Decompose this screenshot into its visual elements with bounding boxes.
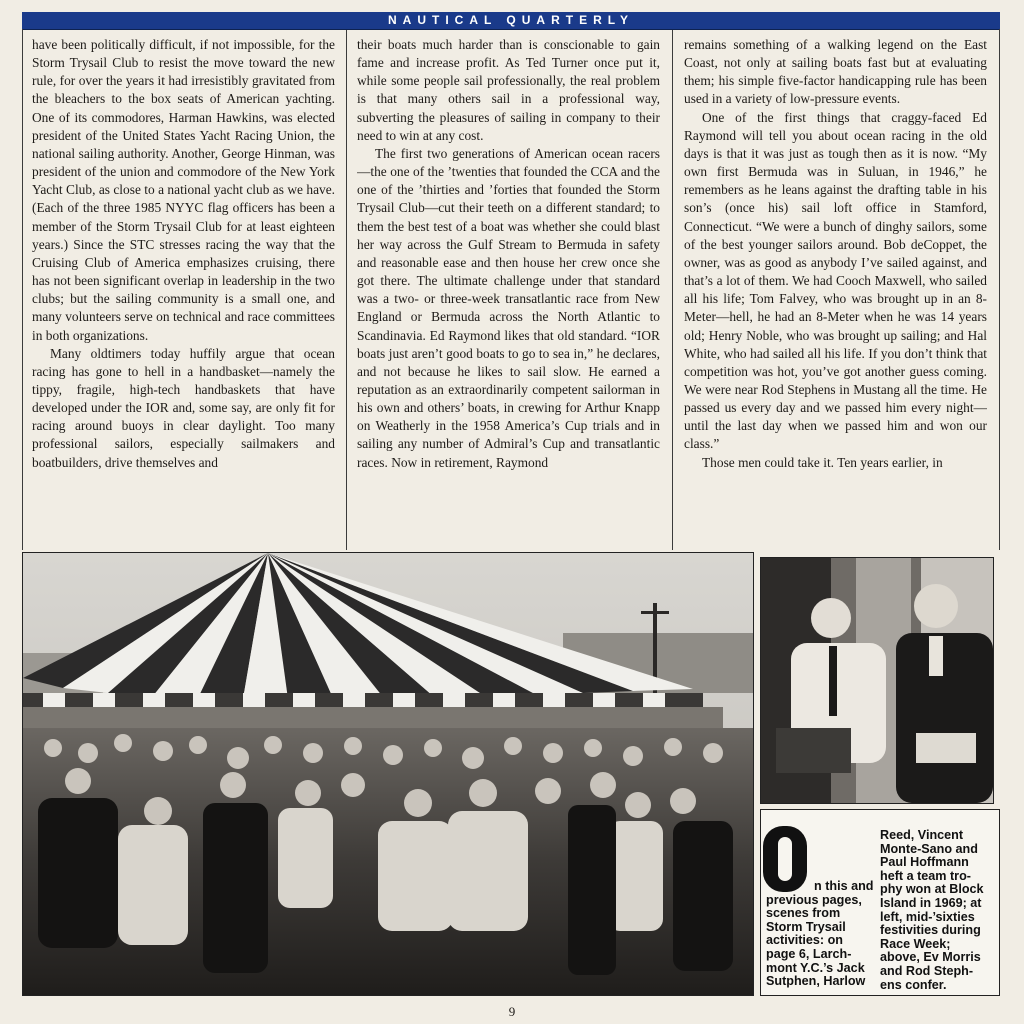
frame-left-rule xyxy=(22,29,23,550)
caption-line: mont Y.C.’s Jack xyxy=(766,960,865,975)
caption-line: scenes from xyxy=(766,906,841,921)
caption-right-column xyxy=(880,829,994,992)
caption-line: Paul Hoffmann xyxy=(880,855,969,870)
paragraph: One of the first things that craggy-faced Ed Raymond will tell you about ocean racing in the old days is that it was just as tough then as it is now. “My own first Bermuda was in Suluan, in 1946,” he remembers as he leans against the drafting table in his son’s (once his) sail loft office in Stamford, Connecticut. “We were a bunch of dinghy sailors, some of the best younger sailors around. Bob deCoppet, the owner, was as good as anybody I’ve sailed against, and that’s a lot of them. We had Cooch Maxwell, who sailed all his life; Tom Falvey, who was brought up in an 8-Meter—hell, he had an 8-Meter when he was 14 years old; Henry Noble, who was brought up sailing; and Hal White, who had sailed all his life. If you don’t think that competition was hot, you’ve got another guess coming. We were near Rod Stephens in Mustang all the time. He passed us every day and we passed him every night—until the last day when we passed him and won our class.” xyxy=(684,109,987,452)
caption-line: left, mid-’sixties xyxy=(880,909,975,924)
caption-line: Reed, Vincent xyxy=(880,828,964,842)
article-column-2 xyxy=(357,36,660,550)
caption-line: Race Week; xyxy=(880,936,951,951)
two-men-portrait-photo xyxy=(760,557,994,804)
caption-line: Storm Trysail xyxy=(766,919,846,934)
page-number: 9 xyxy=(508,1004,516,1019)
caption-line: n this and xyxy=(814,879,874,893)
paragraph: their boats much harder than is conscionable to gain fame and increase profit. As Ted Turner once put it, while some people sail professionally, the real problem is that many others sail in a professional way, subverting the pleasures of sailing in company to their need to win at any cost. xyxy=(357,37,660,143)
paragraph: have been politically difficult, if not impossible, for the Storm Trysail Club to resist the move toward the new rule, for over the years it had irresistibly gravitated from the bleachers to the box seats of American yachting. One of its commodores, Harman Hawkins, was elected president of the United States Yacht Racing Union, the national sailing authority. Another, George Hinman, was president of the union and commodore of the New York Yacht Club, as close to a national yacht club as we have. (Each of the three 1985 NYYC flag officers has been a member of the Storm Trysail Club for at least eighteen years.) Since the STC stresses racing the way that the Cruising Club of America emphasizes cruising, there has not been significant overlap in leadership in the two clubs; but the sailing community is a small one, and many volunteers serve on technical and race committees in both organizations. xyxy=(32,37,335,343)
caption-line: phy won at Block xyxy=(880,882,984,897)
tent-crowd-illustration xyxy=(23,553,753,995)
paragraph: remains something of a walking legend on the East Coast, not only at sailing boats fast but at evaluating them; his simple five-factor handicapping rule has been used in a variety of low-pressure events. xyxy=(684,37,987,107)
caption-line: Monte-Sano and xyxy=(880,841,978,856)
caption-line: above, Ev Morris xyxy=(880,950,981,965)
frame-right-rule xyxy=(999,29,1000,550)
paragraph: The first two generations of American ocean racers—the one of the ’twenties that founded the CCA and the one of the ’thirties and ’forties that founded the Storm Trysail Club—cut their teeth on a different standard; to them the best test of a boat was whether she could blast her way across the Gulf Stream to Bermuda in safety and reasonable ease and then house her crew once she got there. The ultimate challenge under that standard was a two- or three-week transatlantic race from New England or Bermuda across the North Atlantic to Scandinavia. Ed Raymond likes that old standard. “IOR boats just aren’t good boats to go to sea in,” he declares, and not because he likes to sail slow. He earned a reputation as an extraordinarily competent sailorman in his own and others’ boats, in crewing for Arthur Knapp on Weatherly in the 1958 America’s Cup trials and in sailing any number of Admiral’s Cup and transatlantic races. Now in retirement, Raymond xyxy=(357,145,660,470)
portrait-illustration xyxy=(761,558,993,803)
article-column-3 xyxy=(684,36,987,550)
masthead-bar xyxy=(22,12,1000,30)
paragraph: Those men could take it. Ten years earlier, in xyxy=(702,454,943,470)
column-divider-1 xyxy=(346,30,347,550)
caption-line: heft a team tro- xyxy=(880,868,971,883)
caption-line: Island in 1969; at xyxy=(880,895,982,910)
caption-line: activities: on xyxy=(766,933,843,948)
caption-line: page 6, Larch- xyxy=(766,946,852,961)
magazine-title: NAUTICAL QUARTERLY xyxy=(387,13,634,27)
column-divider-2 xyxy=(672,30,673,550)
tent-crowd-photo xyxy=(22,552,754,996)
caption-line: festivities during xyxy=(880,923,981,938)
caption-line: Sutphen, Harlow xyxy=(766,974,866,989)
caption-line: previous pages, xyxy=(766,892,862,907)
paragraph: Many oldtimers today huffily argue that ocean racing has gone to hell in a handbasket—namely the tippy, fragile, high-tech handbaskets that have developed under the IOR and, some say, are only fit for racing around buoys in clear daylight. Too many professional sailors, especially sailmakers and boatbuilders, drive themselves and xyxy=(32,345,335,470)
caption-line: ens confer. xyxy=(880,977,947,992)
caption-line: and Rod Steph- xyxy=(880,963,974,978)
caption-left-column xyxy=(766,880,880,989)
article-column-1 xyxy=(32,36,335,550)
